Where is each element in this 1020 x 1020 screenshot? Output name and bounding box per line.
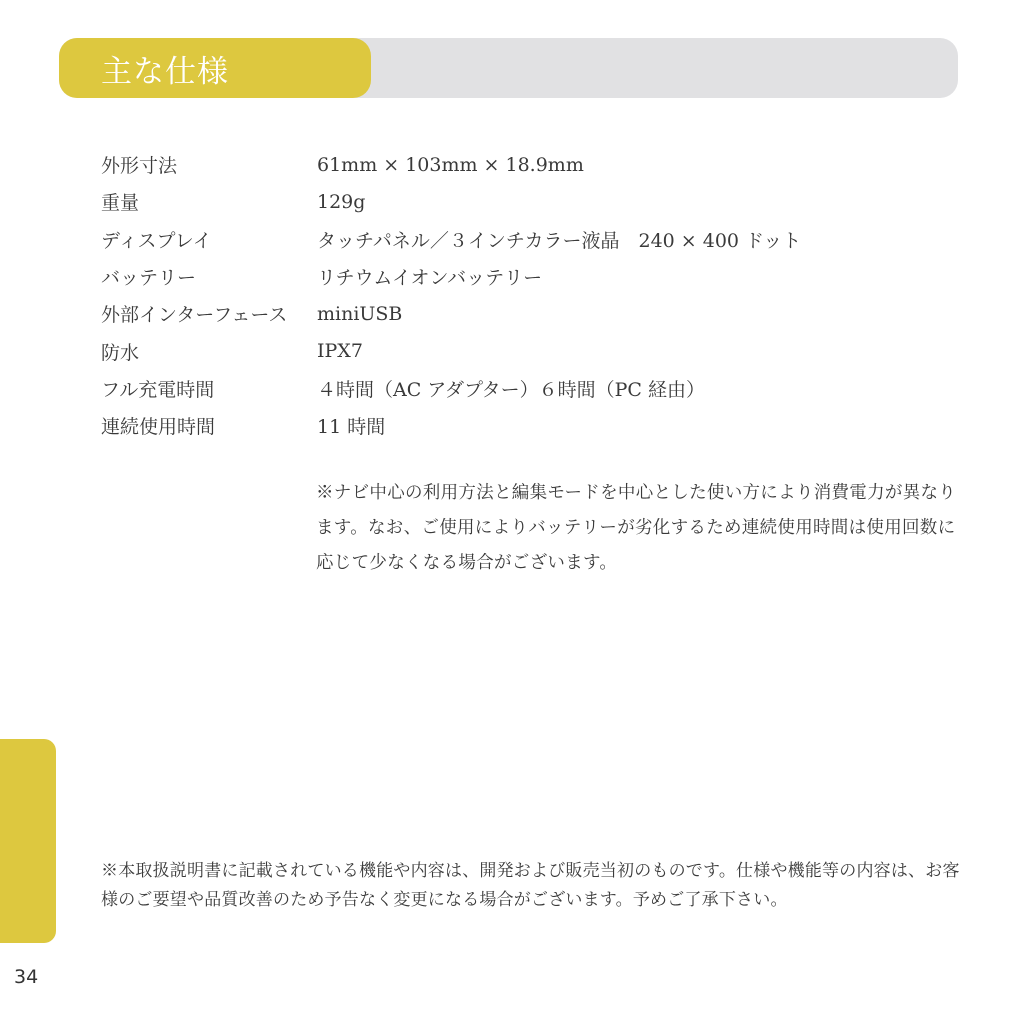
spec-label: 重量 — [101, 192, 140, 215]
spec-table — [101, 146, 961, 444]
spec-value: 129g — [317, 190, 366, 213]
spec-value: タッチパネル／３インチカラー液晶 240 × 400 ドット — [317, 229, 802, 252]
spec-row-display — [101, 221, 961, 258]
section-header-tab — [59, 38, 371, 98]
spec-label: ディスプレイ — [101, 229, 212, 252]
spec-value: リチウムイオンバッテリー — [317, 267, 543, 290]
spec-label: 外部インターフェース — [101, 304, 288, 327]
spec-row-interface — [101, 295, 961, 332]
spec-row-weight — [101, 183, 961, 220]
spec-row-waterproof — [101, 332, 961, 369]
spec-row-usage-time — [101, 407, 961, 444]
spec-row-charge-time — [101, 370, 961, 407]
spec-value: 61mm × 103mm × 18.9mm — [317, 153, 584, 176]
page-title: 主な仕様 — [101, 53, 229, 90]
spec-row-dimensions — [101, 146, 961, 183]
spec-label: 外形寸法 — [101, 155, 178, 178]
side-section-tab — [0, 739, 56, 943]
spec-value: ４時間（AC アダプター）６時間（PC 経由） — [317, 378, 706, 401]
disclaimer-note: ※本取扱説明書に記載されている機能や内容は、開発および販売当初のものです。仕様や機能等の内容は、お客様のご要望や品質改善のため予告なく変更になる場合がございます。予めご了承下さい。 — [101, 861, 960, 910]
spec-value: 11 時間 — [317, 416, 386, 439]
spec-label: バッテリー — [101, 267, 197, 290]
spec-value: IPX7 — [317, 340, 363, 363]
spec-label: 連続使用時間 — [101, 416, 216, 439]
spec-value: miniUSB — [317, 302, 403, 325]
spec-row-battery — [101, 258, 961, 295]
spec-label: フル充電時間 — [101, 378, 215, 401]
spec-label: 防水 — [101, 341, 140, 364]
page-number: 34 — [14, 966, 39, 988]
battery-usage-note: ※ナビ中心の利用方法と編集モードを中心とした使い方により消費電力が異なります。なお、ご使用によりバッテリーが劣化するため連続使用時間は使用回数に応じて少なくなる場合がございます。 — [316, 482, 957, 573]
